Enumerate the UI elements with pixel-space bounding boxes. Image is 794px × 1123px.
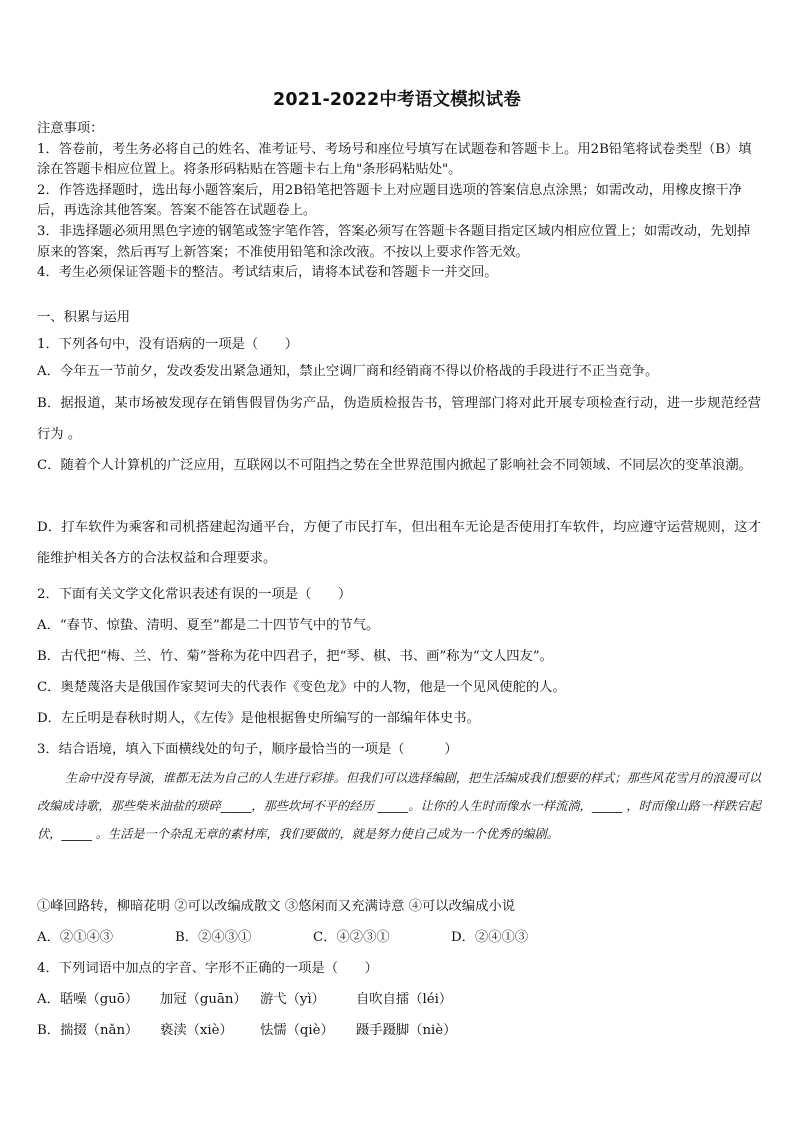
question-1-stem: 1．下列各句中，没有语病的一项是（ ）: [37, 337, 299, 352]
notice-section: [37, 119, 761, 284]
q4-a-item-2: 加冠（guān）: [160, 992, 247, 1007]
notice-item-3: 3．非选择题必须用黑色字迹的钢笔或签字笔作答，答案必须写在答题卡各题目指定区域内相应位置上；如需改动，先划掉原来的答案，然后再写上新答案；不准使用铅笔和涂改液。不按以上要求作答无效。: [37, 223, 751, 260]
question-2-stem: 2．下面有关文学文化常识表述有误的一项是（ ）: [37, 587, 352, 602]
question-3-stem: 3．结合语境，填入下面横线处的句子，顺序最恰当的一项是（ ）: [37, 742, 458, 757]
notice-heading: 注意事项：: [37, 121, 104, 136]
passage-text: 生命中没有导演，谁都无法为自己的人生进行彩排。但我们可以选择编剧，把生活编成我们想要的样式；那些风花雪月的浪漫可以改编成诗歌，那些柴米油盐的琐碎_____，那些坎坷不平的经历 _____。让你的人生时而像水一样流淌，_____ ，时而像山路一样跌宕起伏，_____ 。生活是一个杂乱无章的素材库，我们要做的，就是努力使自己成为一个优秀的编剧。: [37, 771, 761, 841]
question-3-passage: [37, 764, 761, 848]
q4-a-item-1: A．聒噪（guō）: [37, 992, 139, 1007]
q4-b-item-1: B．揣掇（nǎn）: [37, 1023, 139, 1038]
notice-item-4: 4．考生必须保证答题卡的整洁。考试结束后，请将本试卷和答题卡一并交回。: [37, 265, 498, 281]
question-2-option-d: D．左丘明是春秋时期人，《左传》是他根据鲁史所编写的一部编年体史书。: [37, 711, 480, 726]
question-1-option-d: D．打车软件为乘客和司机搭建起沟通平台，方便了市民打车，但出租车无论是否使用打车软件，均应遵守运营规则，这才能维护相关各方的合法权益和合理要求。: [37, 520, 761, 566]
q4-b-item-4: 蹑手蹑脚（niè）: [356, 1023, 457, 1038]
q4-b-item-3: 怯懦（qiè）: [260, 1023, 334, 1038]
notice-item-1: 1．答卷前，考生务必将自己的姓名、准考证号、考场号和座位号填写在试题卷和答题卡上。用2B铅笔将试卷类型（B）填涂在答题卡相应位置上。将条形码粘贴在答题卡右上角"条形码粘贴处"。: [37, 141, 752, 178]
question-2-option-c: C．奥楚蔑洛夫是俄国作家契诃夫的代表作《变色龙》中的人物，他是一个见风使舵的人。: [37, 680, 566, 695]
q4-a-item-4: 自吹自擂（léi）: [356, 992, 453, 1007]
question-3-option-d: D．②④①③: [451, 930, 529, 945]
q4-b-item-2: 亵渎（xiè）: [160, 1023, 233, 1038]
question-3-choices: ①峰回路转，柳暗花明 ②可以改编成散文 ③悠闲而又充满诗意 ④可以改编成小说: [37, 899, 516, 914]
question-1-option-b: B．据报道，某市场被发现存在销售假冒伪劣产品，伪造质检报告书，管理部门将对此开展专项检查行动，进一步规范经营行为 。: [37, 396, 761, 442]
question-3-option-a: A．②①④③: [37, 930, 114, 945]
question-3-option-b: B．②④③①: [175, 930, 252, 945]
section-heading: 一、积累与运用: [37, 310, 131, 325]
notice-item-2: 2．作答选择题时，选出每小题答案后，用2B铅笔把答题卡上对应题目选项的答案信息点涂黑；如需改动，用橡皮擦干净后，再选涂其他答案。答案不能答在试题卷上。: [37, 182, 742, 219]
page-title: 2021-2022中考语文模拟试卷: [272, 90, 522, 110]
question-1-option-c: C．随着个人计算机的广泛应用，互联网以不可阻挡之势在全世界范围内掀起了影响社会不同领域、不同层次的变革浪潮。: [37, 458, 752, 473]
question-4-stem: 4．下列词语中加点的字音、字形不正确的一项是（ ）: [37, 961, 378, 976]
question-4-row-b: [37, 1019, 456, 1038]
question-1-option-a: A．今年五一节前夕，发改委发出紧急通知，禁止空调厂商和经销商不得以价格战的手段进行不正当竞争。: [37, 364, 659, 379]
q4-a-item-3: 游弋（yì）: [260, 992, 325, 1007]
question-3-option-c: C．④②③①: [313, 930, 390, 945]
question-2-option-b: B．古代把“梅、兰、竹、菊”誉称为花中四君子，把“琴、棋、书、画”称为“文人四友”。: [37, 649, 553, 664]
question-2-option-a: A．“春节、惊蛰、清明、夏至”都是二十四节气中的节气。: [37, 618, 380, 633]
question-4-row-a: [37, 988, 452, 1007]
question-3-options: [37, 926, 528, 945]
